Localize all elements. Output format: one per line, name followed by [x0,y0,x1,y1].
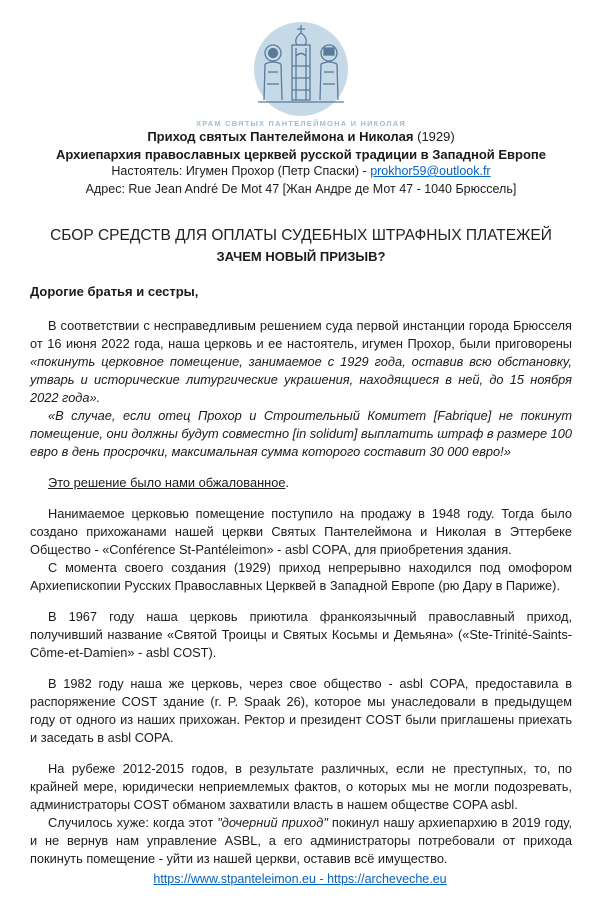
paragraph-verdict-quote: «покинуть церковное помещение, занимаемое с 1929 года, оставив всю обстановку, утварь и исторические литургические украшения, находящиеся в ней, до 15 ноября 2022 года». [30,354,572,405]
rector-line [30,163,572,181]
paragraph-1948-sale: Нанимаемое церковью помещение поступило на продажу в 1948 году. Тогда было создано прихожанами нашей церкви Святых Пантелеймона и Николая в Эттербеке Общество - «Conférence St-Pantéleimon» - asbl COPA, для приобретения здания. [30,506,572,557]
footer-separator: - [315,872,328,886]
page-title: СБОР СРЕДСТВ ДЛЯ ОПЛАТЫ СУДЕБНЫХ ШТРАФНЫХ ПЛАТЕЖЕЙ [50,227,552,244]
site-link-archeveche[interactable]: https://archeveche.eu [327,872,447,886]
paragraph-2012-2015-takeover: На рубеже 2012-2015 годов, в результате различных, если не преступных, то, по крайней мере, юридически неприемлемых фактов, о которых мы не могли подозревать, администраторы COST обманом захватили власть в нашем обществе COPA asbl. [30,761,572,812]
letterhead [30,20,572,198]
paragraph-worse-happened [30,814,572,868]
paragraph-1967-parish: В 1967 году наша церковь приютила франкоязычный православный приход, получивший название «Святой Троицы и Святых Косьмы и Демьяна» («Ste-Trinité-Saints-Côme-et-Damien» - asbl COST). [30,609,572,660]
appeal-period: . [285,475,289,490]
parish-logo [30,20,572,128]
title-block [30,226,572,266]
site-link-stpanteleimon[interactable]: https://www.stpanteleimon.eu [153,872,316,886]
paragraph-verdict [30,317,572,407]
page-subtitle: ЗАЧЕМ НОВЫЙ ПРИЗЫВ? [216,249,386,264]
paragraph-verdict-text: В соответствии с несправедливым решением суда первой инстанции города Брюсселя от 16 июня 2022 года, наша церковь и ее настоятель, игумен Прохор, были приговорены [30,318,572,351]
letter-body [30,284,572,868]
paragraph-penalty-quote: «В случае, если отец Прохор и Строительный Комитет [Fabrique] не покинут помещение, они должны будут совместно [in solidum] выплатить штраф в размере 100 евро в день просрочки, максимальная сумма которого составит 30 000 евро!» [30,408,572,459]
worse-pre-text: Случилось хуже: когда этот [48,815,218,830]
archdiocese-line: Архиепархия православных церквей русской традиции в Западной Европе [55,146,547,162]
worse-post-text: покинул нашу архиепархию в 2019 году, и не вернув нам управление ASBL, а его администраторы потребовали от прихода покинуть помещение - уйти из нашей церкви, оставив всё имущество. [30,815,572,866]
parish-name-line [30,128,572,146]
paragraph-omophorion: С момента своего создания (1929) приход непрерывно находился под омофором Архиепископии Русских Православных Церквей в Западной Европе (рю Дару в Париже). [30,560,572,593]
rector-label: Настоятель: Игумен Прохор (Петр Спаски) - [111,164,371,178]
paragraph-appeal [30,474,572,492]
footer-links [0,872,600,886]
paragraph-1982-building: В 1982 году наша же церковь, через свое общество - asbl COPA, предоставила в распоряжение COST здание (r. P. Spaak 26), которое мы унаследовали в предыдущем году от одного из наших прихожан. Ректор и президент COST были приглашены приехать и заседать в asbl COPA. [30,676,572,745]
salutation: Дорогие братья и сестры, [30,284,199,299]
rector-email-link[interactable]: prokhor59@outlook.fr [370,164,491,178]
address-line: Адрес: Rue Jean André De Mot 47 [Жан Андре де Мот 47 - 1040 Брюссель] [85,181,517,196]
church-emblem-icon [240,20,362,118]
logo-caption: ХРАМ СВЯТЫХ ПАНТЕЛЕЙМОНА И НИКОЛАЯ [196,119,406,128]
daughter-parish-quote: "дочерний приход" [217,815,328,830]
parish-year: (1929) [417,129,455,144]
parish-name: Приход святых Пантелеймона и Николая [147,129,418,144]
appeal-underlined-text: Это решение было нами обжалованное [48,475,286,490]
